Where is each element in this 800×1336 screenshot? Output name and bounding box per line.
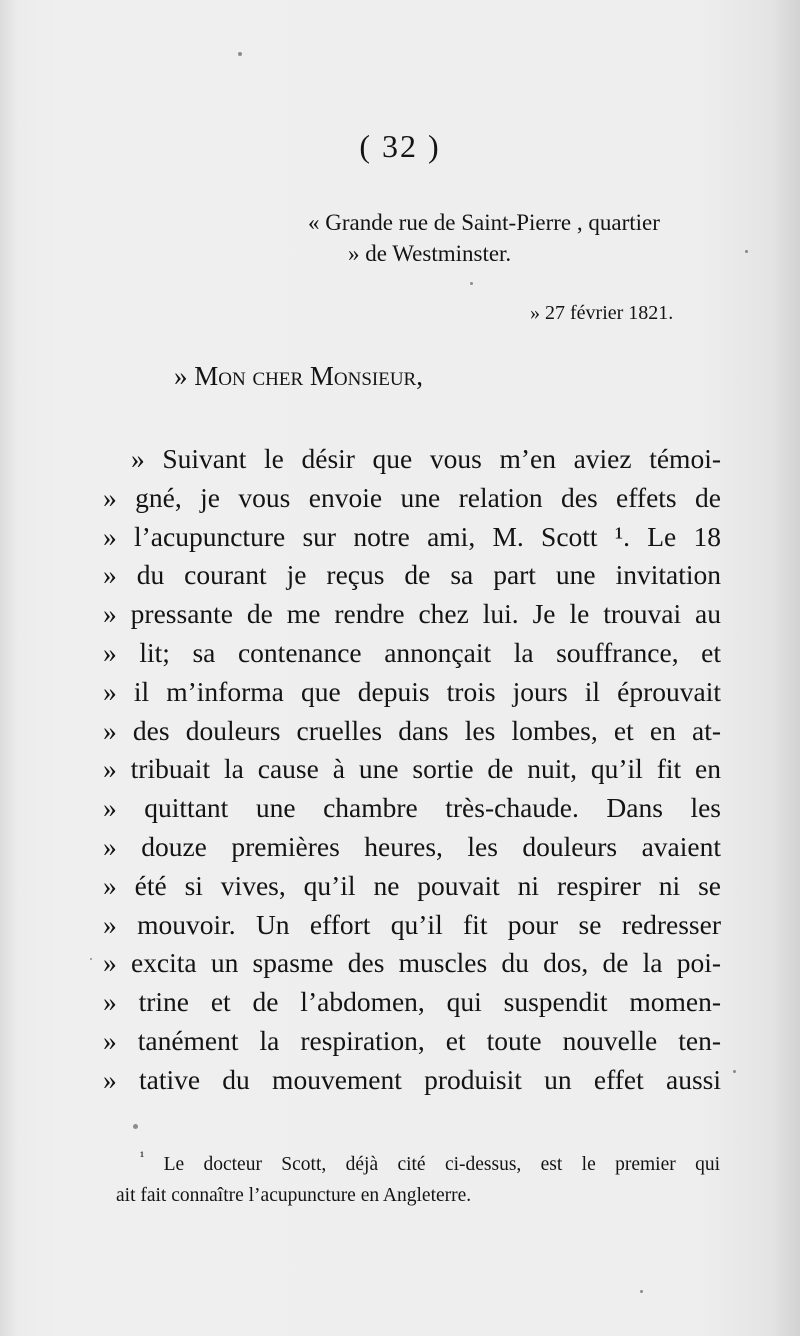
page-number: ( 32 ) bbox=[359, 128, 441, 164]
body-line: » pressante de me rendre chez lui. Je le trouvai au bbox=[103, 598, 721, 630]
footnote-text-1: Le docteur Scott, déjà cité ci-dessus, est le premier qui bbox=[163, 1154, 720, 1175]
body-line: » quittant une chambre très-chaude. Dans les bbox=[103, 792, 721, 824]
letter-date: » 27 février 1821. bbox=[530, 302, 674, 324]
letter-body bbox=[103, 440, 721, 1100]
body-line: » tative du mouvement produisit un effet aussi bbox=[103, 1063, 721, 1095]
footnote-line-2: ait fait connaître l’acupuncture en Angleterre. bbox=[116, 1185, 472, 1206]
body-line: » Suivant le désir que vous m’en aviez témoi- bbox=[131, 443, 721, 474]
body-line: » il m’informa que depuis trois jours il éprouvait bbox=[103, 675, 721, 707]
body-line: » lit; sa contenance annonçait la souffrance, et bbox=[103, 636, 721, 668]
footnote bbox=[116, 1149, 720, 1211]
address-line-2: » de Westminster. bbox=[348, 241, 512, 266]
salutation bbox=[174, 361, 423, 392]
body-line: » l’acupuncture sur notre ami, M. Scott ¹. Le 18 bbox=[103, 520, 721, 552]
body-line: » trine et de l’abdomen, qui suspendit momen- bbox=[103, 986, 721, 1018]
body-line: » tanément la respiration, et toute nouvelle ten- bbox=[103, 1024, 721, 1056]
body-line: » des douleurs cruelles dans les lombes, et en at- bbox=[103, 714, 721, 746]
body-line: » douze premières heures, les douleurs avaient bbox=[103, 830, 721, 862]
footnote-line-1 bbox=[116, 1149, 720, 1180]
body-line: » été si vives, qu’il ne pouvait ni respirer ni se bbox=[103, 869, 721, 901]
body-line: » gné, je vous envoie une relation des effets de bbox=[103, 481, 721, 513]
footnote-marker: ¹ bbox=[140, 1150, 145, 1165]
body-line: » mouvoir. Un effort qu’il fit pour se redresser bbox=[103, 908, 721, 940]
salutation-quote-mark: » bbox=[174, 361, 195, 391]
body-line: » du courant je reçus de sa part une invitation bbox=[103, 559, 721, 591]
address-line-1: « Grande rue de Saint-Pierre , quartier bbox=[308, 210, 660, 235]
salutation-text: Mon cher Monsieur, bbox=[194, 361, 423, 391]
body-line: » tribuait la cause à une sortie de nuit, qu’il fit en bbox=[103, 753, 721, 785]
body-line: » excita un spasme des muscles du dos, de la poi- bbox=[103, 947, 721, 979]
